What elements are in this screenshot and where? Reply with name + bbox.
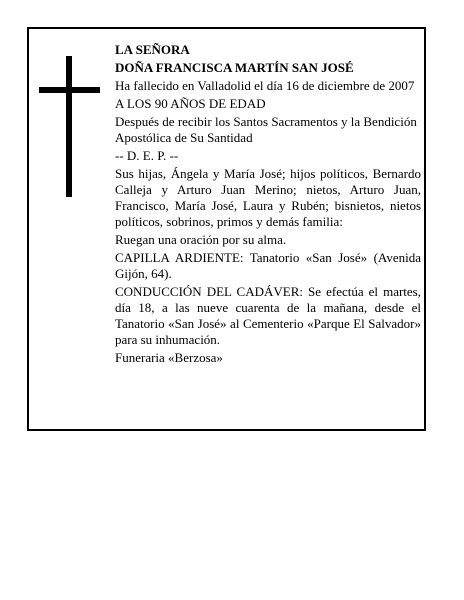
rip-line: -- D. E. P. -- (115, 148, 179, 163)
cross-icon (39, 56, 100, 197)
cross-vertical-bar (66, 56, 72, 197)
notice-text (115, 42, 421, 368)
chapel-info: CAPILLA ARDIENTE: Tanatorio «San José» (Avenida Gijón, 64). (115, 250, 421, 281)
funeral-home: Funeraria «Berzosa» (115, 350, 223, 365)
funeral-procession-info: CONDUCCIÓN DEL CADÁVER: Se efectúa el martes, día 18, a las nueve cuarenta de la mañana, desde el Tanatorio «San José» al Cementerio «Parque El Salvador» para su inhumación. (115, 284, 421, 347)
family-list: Sus hijas, Ángela y María José; hijos políticos, Bernardo Calleja y Arturo Juan Merino; nietos, Arturo Juan, Francisco, María José, Laura y Rubén; bisnietos, nietos políticos, sobrinos, primos y demás familia: (115, 166, 421, 229)
obituary-notice (27, 27, 426, 431)
cross-horizontal-bar (39, 87, 100, 93)
deceased-name: DOÑA FRANCISCA MARTÍN SAN JOSÉ (115, 60, 354, 75)
age-info: A LOS 90 AÑOS DE EDAD (115, 96, 266, 111)
heading-title: LA SEÑORA (115, 42, 190, 57)
prayer-request: Ruegan una oración por su alma. (115, 232, 287, 247)
sacraments-info: Después de recibir los Santos Sacramentos y la Bendición Apostólica de Su Santidad (115, 114, 417, 145)
death-info: Ha fallecido en Valladolid el día 16 de diciembre de 2007 (115, 78, 415, 93)
